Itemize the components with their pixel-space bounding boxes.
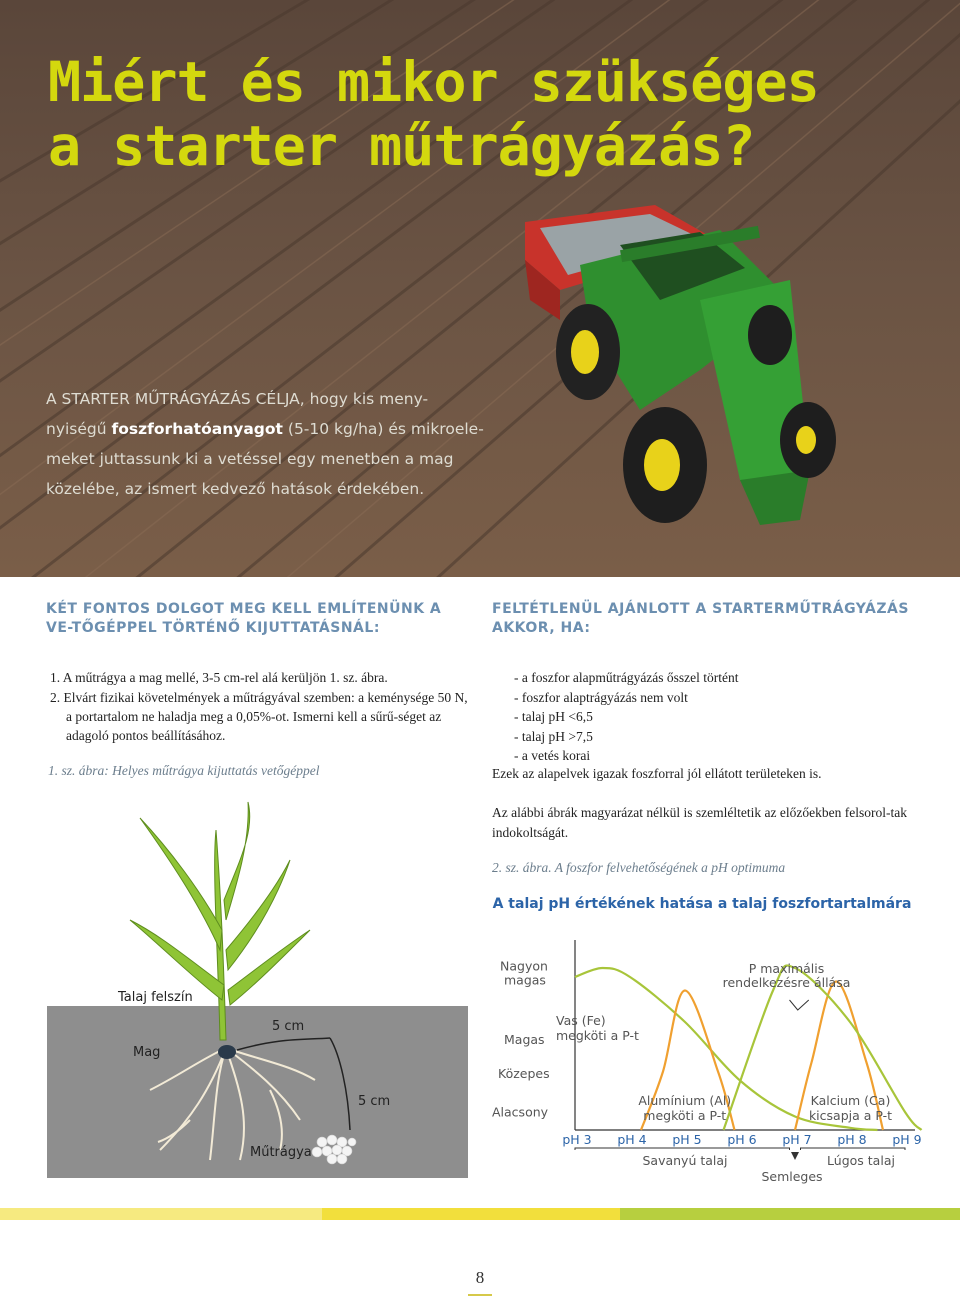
x-tick-label: pH 5 bbox=[672, 1132, 702, 1147]
page-number: 8 bbox=[468, 1268, 492, 1296]
series-label: megköti a P-t bbox=[556, 1028, 639, 1043]
acid-bracket bbox=[575, 1148, 790, 1150]
footer-bar-light bbox=[0, 1208, 322, 1220]
intro-caps: A STARTER MŰTRÁGYÁZÁS CÉLJA bbox=[46, 390, 300, 408]
chart-labels bbox=[492, 958, 922, 1184]
x-tick-label: pH 6 bbox=[727, 1132, 757, 1147]
requirements-list bbox=[50, 668, 470, 746]
x-tick-label: pH 3 bbox=[562, 1132, 592, 1147]
explanation-paragraph: Az alábbi ábrák magyarázat nélkül is szemléltetik az előzőekben felsorol-tak indokoltságát. bbox=[492, 805, 907, 840]
planting-diagram bbox=[40, 790, 480, 1185]
title-line-2: a starter műtrágyázás? bbox=[48, 114, 755, 178]
caption-label: 1. sz. ábra bbox=[48, 763, 105, 778]
y-level-label: Nagyon bbox=[500, 958, 548, 974]
neutral-arrow-icon bbox=[791, 1152, 799, 1160]
alkaline-label: Lúgos talaj bbox=[827, 1153, 895, 1168]
fertilizer-label: Műtrágya bbox=[250, 1145, 312, 1160]
footer-bar-yellow bbox=[322, 1208, 620, 1220]
figure-1-caption bbox=[48, 763, 319, 779]
x-tick-label: pH 8 bbox=[837, 1132, 867, 1147]
list-item: 2. Elvárt fizikai követelmények a műtrágyával szemben: a keménysége 50 N, a portartalom ne haladja meg a 0,05%-ot. Ismerni kell a sűrű-séget az adagoló pontos beállításához. bbox=[50, 690, 468, 743]
series-label: kicsapja a P-t bbox=[808, 1108, 893, 1123]
peak-annotation: rendelkezésre állása bbox=[722, 975, 851, 990]
series-label: Kalcium (Ca) bbox=[810, 1093, 891, 1108]
soil-surface-label: Talaj felszín bbox=[118, 990, 193, 1005]
note-paragraph: Ezek az alapelvek igazak foszforral jól ellátott területeken is. bbox=[492, 766, 822, 781]
acid-label: Savanyú talaj bbox=[642, 1153, 728, 1168]
right-heading: FELTÉTLENÜL AJÁNLOTT A STARTERMŰTRÁGYÁZÁS AKKOR, HA: bbox=[492, 601, 909, 636]
x-tick-label: pH 4 bbox=[617, 1132, 647, 1147]
series-label: megköti a P-t bbox=[643, 1108, 727, 1123]
x-tick-label: pH 9 bbox=[892, 1132, 922, 1147]
caption-label: 2. sz. ábra. bbox=[492, 860, 552, 875]
seed-icon bbox=[218, 1045, 236, 1059]
chart-axes bbox=[575, 940, 915, 1160]
y-level-label: magas bbox=[504, 972, 546, 988]
left-heading: KÉT FONTOS DOLGOT MEG KELL EMLÍTENÜNK A VE-TŐGÉPPEL TÖRTÉNŐ KIJUTTATÁSNÁL: bbox=[46, 601, 442, 636]
intro-paragraph bbox=[46, 384, 486, 504]
chart-title: A talaj pH értékének hatása a talaj foszfortartalmára bbox=[492, 896, 912, 912]
peak-marker bbox=[790, 1000, 809, 1010]
title-line-1: Miért és mikor szükséges bbox=[48, 50, 819, 114]
intro-text-1: , hogy kis meny-nyiségű bbox=[46, 390, 429, 438]
list-item: - foszfor alaptrágyázás nem volt bbox=[514, 689, 688, 705]
intro-text-2: (5-10 kg/ha) és mikroele-meket juttassunk ki a vetéssel egy menetben a mag közelébe, az ismert kedvező hatások érdekében. bbox=[46, 420, 484, 498]
list-item: 1. A műtrágya a mag mellé, 3-5 cm-rel alá kerüljön 1. sz. ábra. bbox=[50, 670, 388, 685]
y-level-label: Magas bbox=[504, 1032, 545, 1047]
distance-label-vertical: 5 cm bbox=[358, 1094, 391, 1109]
caption-text: A foszfor felvehetőségének a pH optimuma bbox=[551, 860, 786, 875]
alkaline-bracket bbox=[801, 1148, 906, 1150]
series-label: Vas (Fe) bbox=[556, 1013, 606, 1028]
y-level-label: Közepes bbox=[498, 1065, 550, 1081]
list-item: - talaj pH >7,5 bbox=[514, 728, 593, 744]
x-tick-label: pH 7 bbox=[782, 1132, 812, 1147]
figure-2-caption bbox=[492, 860, 785, 876]
peak-annotation: P maximális bbox=[748, 961, 825, 976]
hero-banner bbox=[0, 0, 960, 577]
list-item: - a foszfor alapműtrágyázás ősszel történt bbox=[514, 670, 739, 685]
footer-bar-green bbox=[620, 1208, 960, 1220]
y-level-label: Alacsony bbox=[492, 1104, 549, 1120]
seed-label: Mag bbox=[133, 1045, 161, 1060]
conditions-list bbox=[514, 668, 934, 766]
intro-bold: foszforhatóanyagot bbox=[111, 420, 283, 438]
caption-text: : Helyes műtrágya kijuttatás vetőgéppel bbox=[104, 763, 320, 778]
list-item: - a vetés korai bbox=[514, 748, 591, 763]
series-label: Alumínium (Al) bbox=[638, 1093, 732, 1108]
distance-label-horizontal: 5 cm bbox=[272, 1019, 305, 1034]
page-title bbox=[48, 50, 819, 178]
ph-chart bbox=[480, 930, 940, 1192]
list-item: - talaj pH <6,5 bbox=[514, 709, 593, 724]
neutral-label: Semleges bbox=[761, 1169, 823, 1184]
